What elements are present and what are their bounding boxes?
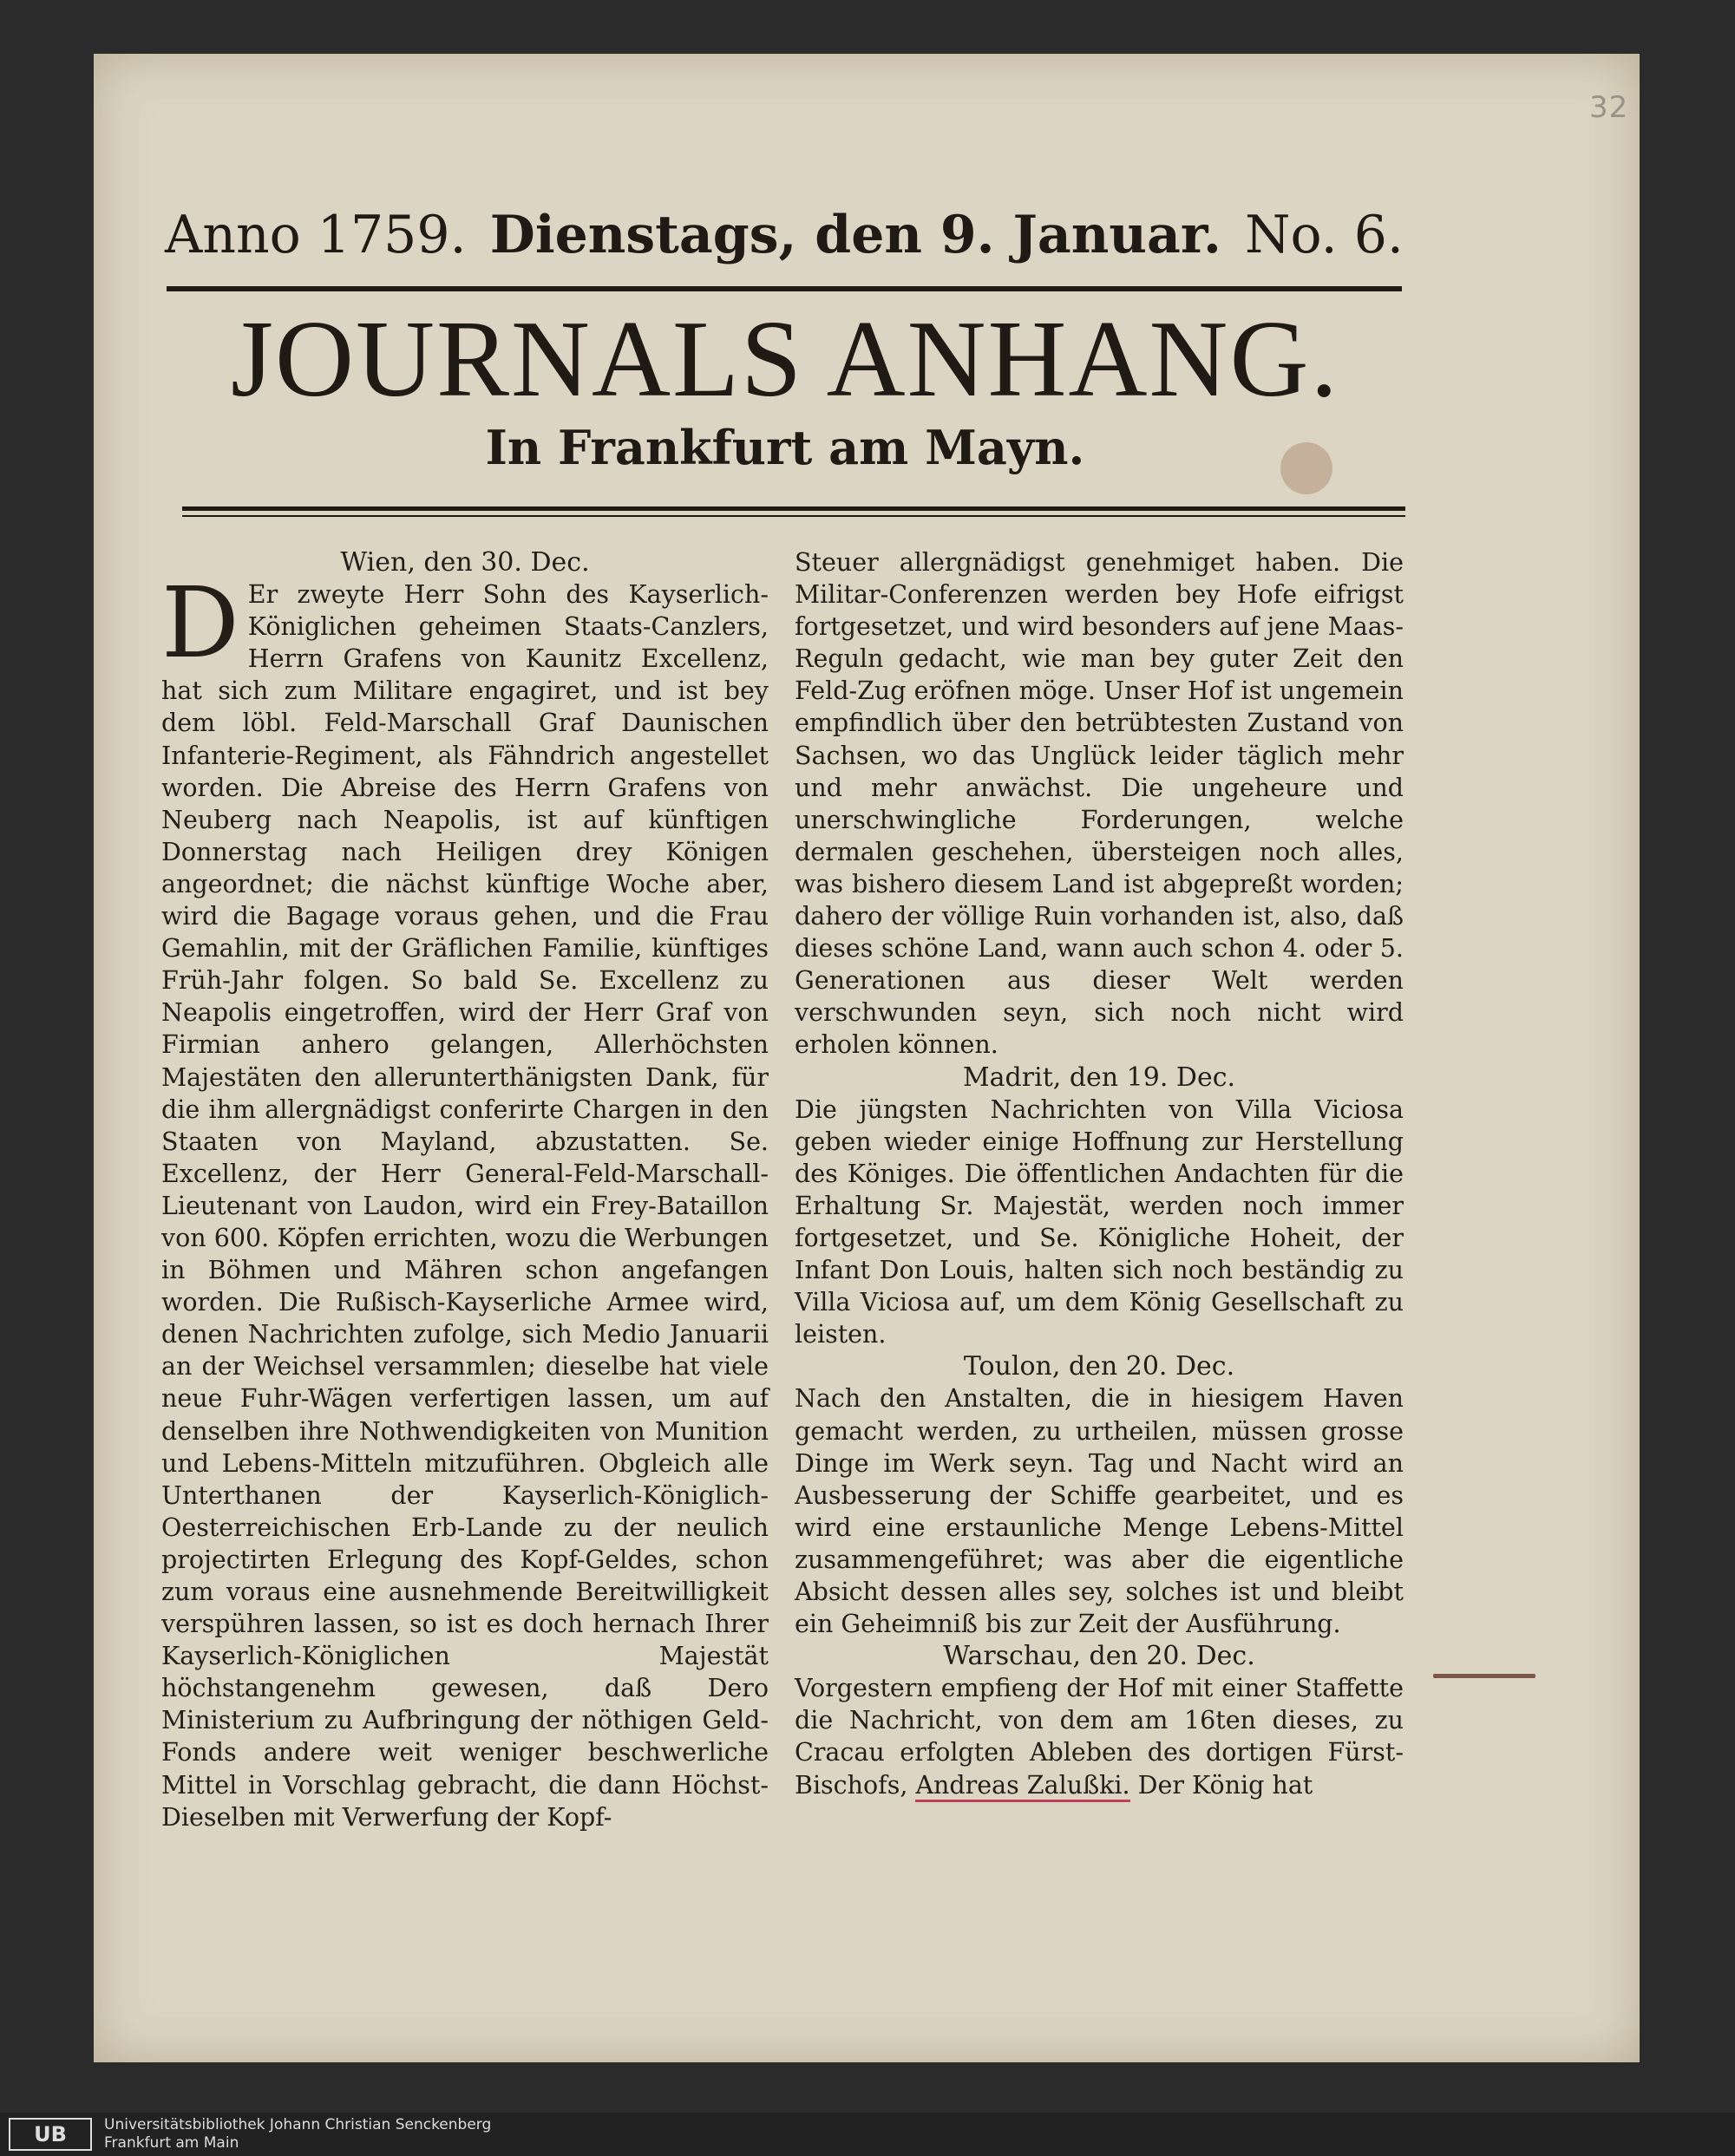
left-column (161, 546, 769, 1833)
margin-mark (1433, 1674, 1535, 1678)
article-wien-text: Er zweyte Herr Sohn des Kayserlich-Königlichen geheimen Staats-Canzlers, Herrn Grafens von Kaunitz Excellenz, hat sich zum Militare engagiret, und ist bey dem löbl. Feld-Marschall Graf Daunischen Infanterie-Regiment, als Fähndrich angestellet worden. Die Abreise des Herrn Grafens von Neuberg nach Neapolis, ist auf künftigen Donnerstag nach Heiligen drey Königen angeordnet; die nächst künftige Woche aber, wird die Bagage voraus gehen, und die Frau Gemahlin, mit der Gräflichen Familie, künftiges Früh-Jahr folgen. So bald Se. Excellenz zu Neapolis eingetroffen, wird der Herr Graf von Firmian anhero gelangen, Allerhöchsten Majestäten den allerunterthänigsten Dank, für die ihm allergnädigst conferirte Chargen in den Staaten von Mayland, abzustatten. Se. Excellenz, der Herr General-Feld-Marschall-Lieutenant von Laudon, wird ein Frey-Bataillon von 600. Köpfen errichten, wozu die Werbungen in Böhmen und Mähren schon angefangen worden. Die Rußisch-Kayserliche Armee wird, denen Nachrichten zufolge, sich Medio Januarii an der Weichsel versammlen; dieselbe hat viele neue Fuhr-Wägen verfertigen lassen, um auf denselben ihre Nothwendigkeiten von Munition und Lebens-Mitteln mitzuführen. Obgleich alle Unterthanen der Kayserlich-Königlich-Oesterreichischen Erb-Lande zu der neulich projectirten Erlegung des Kopf-Geldes, schon zum voraus eine ausnehmende Bereitwilligkeit verspühren lassen, so ist es doch hernach Ihrer Kayserlich-Königlichen Majestät höchstangenehm gewesen, daß Dero Ministerium zu Aufbringung der nöthigen Geld-Fonds andere weit weniger beschwerliche Mittel in Vorschlag gebracht, die dann Höchst-Dieselben mit Verwerfung der Kopf- (161, 580, 769, 1832)
right-column (795, 546, 1404, 1801)
dateline-toulon: Toulon, den 20. Dec. (963, 1351, 1235, 1382)
page-number: 32 (1589, 90, 1629, 125)
underlined-name: Andreas Zalußki. (915, 1771, 1129, 1802)
library-name: Universitätsbibliothek Johann Christian Senckenberg (104, 2116, 492, 2133)
title-rule-thin (182, 515, 1405, 517)
ub-logo: UB (9, 2118, 92, 2151)
article-wien (161, 567, 769, 1833)
masthead-date: Dienstags, den 9. Januar. (489, 205, 1221, 265)
newspaper-title: JOURNALS ANHANG. (230, 299, 1340, 420)
masthead-number: No. 6. (1245, 205, 1404, 265)
article-warschau-end: Der König hat (1129, 1770, 1313, 1800)
article-toulon: Nach den Anstalten, die in hiesigem Haven gemacht werden, zu urtheilen, müssen grosse Dinge im Werk seyn. Tag und Nacht wird an Ausbesserung der Schiffe gearbeitet, und es wird eine erstaunliche Menge Lebens-Mittel zusammengeführet; was aber die eigentliche Absicht dessen alles sey, solches ist und bleibt ein Geheimniß bis zur Zeit der Ausführung. (795, 1384, 1404, 1639)
dateline-warschau: Warschau, den 20. Dec. (943, 1641, 1255, 1672)
dateline-wien: Wien, den 30. Dec. (340, 547, 590, 578)
newspaper-subtitle: In Frankfurt am Mayn. (485, 420, 1085, 475)
drop-cap: D (161, 567, 239, 681)
masthead-line (165, 205, 1404, 265)
masthead-year: Anno 1759. (165, 205, 467, 265)
article-warschau-text: Vorgestern empfieng der Hof mit einer Staffette die Nachricht, von dem am 16ten dieses, zu Cracau erfolgten Ableben des dortigen Fürst-Bischofs, (795, 1674, 1404, 1800)
article-warschau (795, 1672, 1404, 1800)
masthead-rule (167, 286, 1402, 291)
article-wien-continuation: Steuer allergnädigst genehmiget haben. Die Militar-Conferenzen werden bey Hofe eifrigst fortgesetzet, und wird besonders auf jene Maas-Reguln gedacht, wie man bey guter Zeit den Feld-Zug eröfnen möge. Unser Hof ist ungemein empfindlich über den betrübtesten Zustand von Sachsen, wo das Unglück leider täglich mehr und mehr anwächst. Die ungeheure und unerschwingliche Forderungen, welche dermalen geschehen, übersteigen noch alles, was bishero diesem Land ist abgepreßt worden; dahero der völlige Ruin vorhanden ist, also, daß dieses schöne Land, wann auch schon 4. oder 5. Generationen aus dieser Welt werden verschwunden seyn, sich noch nicht wird erholen können. (795, 548, 1404, 1060)
article-madrit: Die jüngsten Nachrichten von Villa Viciosa geben wieder einige Hoffnung zur Herstellung des Königes. Die öffentlichen Andachten für die Erhaltung Sr. Majestät, werden noch immer fortgesetzet, und Se. Königliche Hoheit, der Infant Don Louis, halten sich noch beständig zu Villa Viciosa auf, um dem König Gesellschaft zu leisten. (795, 1094, 1404, 1349)
library-city: Frankfurt am Main (104, 2134, 239, 2152)
dateline-madrit: Madrit, den 19. Dec. (962, 1062, 1236, 1093)
title-rule-thick (182, 506, 1405, 511)
library-footer (0, 2113, 1735, 2156)
